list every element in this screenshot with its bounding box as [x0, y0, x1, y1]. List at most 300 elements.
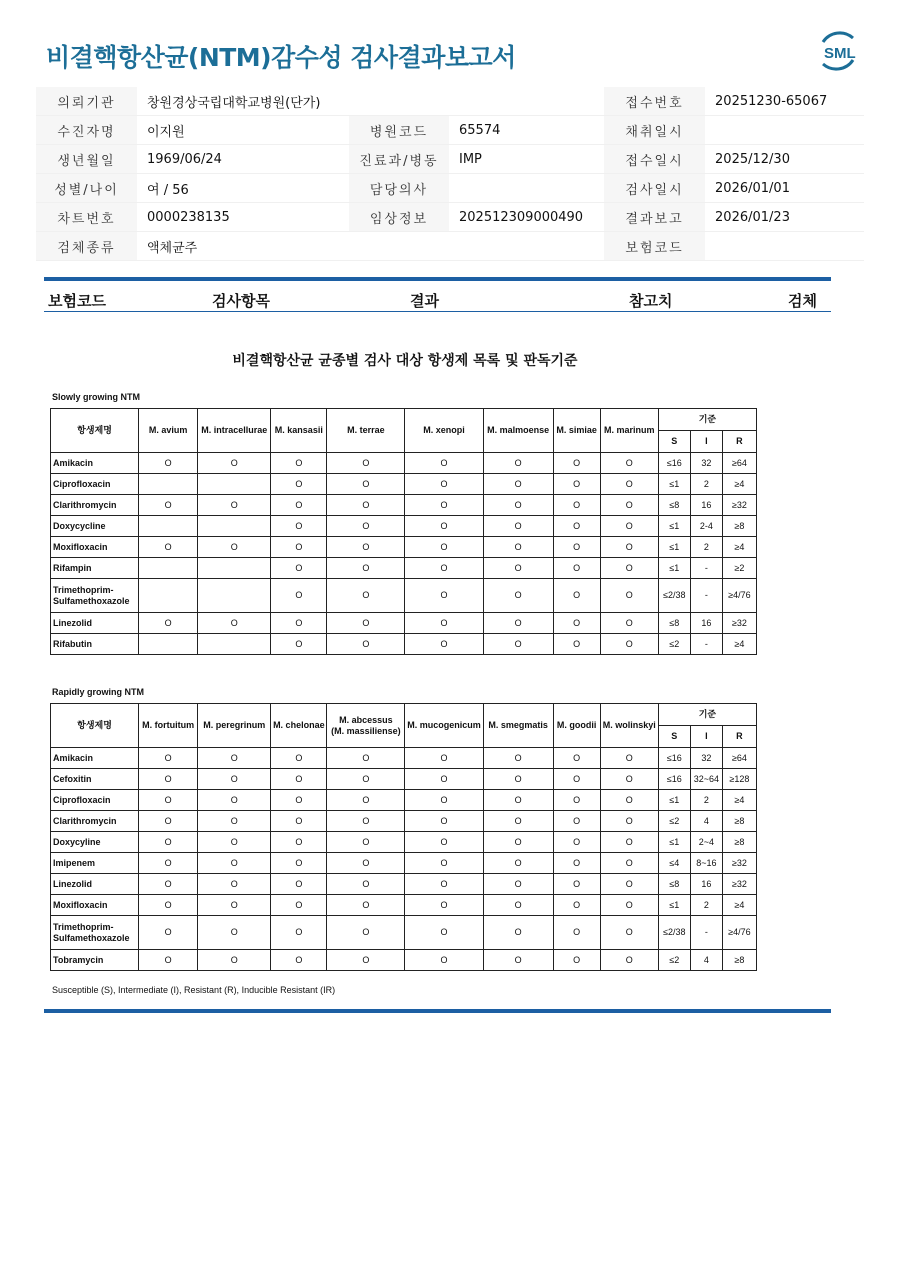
- table-row: [51, 874, 757, 895]
- mark-cell: O: [327, 832, 405, 853]
- mark-cell: O: [327, 634, 405, 655]
- mark-cell: O: [483, 790, 553, 811]
- mark-cell: O: [327, 790, 405, 811]
- mark-cell: O: [600, 537, 658, 558]
- mark-cell: O: [553, 495, 600, 516]
- mark-cell: O: [405, 453, 483, 474]
- info-value: 2026/01/23: [705, 203, 864, 232]
- mark-cell: O: [553, 853, 600, 874]
- species-header: M. fortuitum: [139, 704, 198, 748]
- criteria-r: ≥4: [722, 895, 756, 916]
- criteria-r: ≥4/76: [722, 916, 756, 950]
- mark-cell: O: [483, 769, 553, 790]
- criteria-r: ≥64: [722, 453, 756, 474]
- criteria-i: -: [690, 634, 722, 655]
- mark-cell: O: [553, 634, 600, 655]
- mark-cell: O: [483, 811, 553, 832]
- mark-cell: O: [327, 579, 405, 613]
- mark-cell: O: [483, 950, 553, 971]
- mark-cell: O: [327, 769, 405, 790]
- criteria-s: ≤8: [658, 495, 690, 516]
- criteria-s: ≤1: [658, 474, 690, 495]
- mark-cell: O: [271, 474, 327, 495]
- table-row: [51, 579, 757, 613]
- mark-cell: O: [483, 748, 553, 769]
- info-value: [705, 116, 864, 145]
- drug-name: Clarithromycin: [51, 495, 139, 516]
- criteria-i: -: [690, 916, 722, 950]
- info-label: 수진자명: [36, 116, 137, 145]
- table-row: [51, 613, 757, 634]
- mark-cell: O: [600, 579, 658, 613]
- mark-cell: O: [483, 537, 553, 558]
- criteria-i: 32: [690, 453, 722, 474]
- mark-cell: O: [600, 895, 658, 916]
- drug-name: Trimethoprim- Sulfamethoxazole: [51, 916, 139, 950]
- mark-cell: O: [198, 811, 271, 832]
- info-value: 202512309000490: [449, 203, 604, 232]
- criteria-r: ≥4: [722, 474, 756, 495]
- mark-cell: O: [271, 634, 327, 655]
- criteria-i: 2: [690, 474, 722, 495]
- info-row: [36, 116, 864, 145]
- mark-cell: O: [139, 537, 198, 558]
- table-header-row: [51, 704, 757, 726]
- mark-cell: O: [198, 613, 271, 634]
- mark-cell: O: [139, 769, 198, 790]
- info-label: 접수일시: [604, 145, 705, 174]
- table-row: [51, 790, 757, 811]
- mark-cell: O: [600, 790, 658, 811]
- bottom-divider-bar: [44, 1009, 831, 1013]
- sir-header: S: [658, 726, 690, 748]
- criteria-s: ≤8: [658, 874, 690, 895]
- sir-header: S: [658, 431, 690, 453]
- species-header: M. chelonae: [271, 704, 327, 748]
- mark-cell: O: [483, 832, 553, 853]
- mark-cell: O: [600, 874, 658, 895]
- mark-cell: O: [198, 769, 271, 790]
- criteria-s: ≤1: [658, 832, 690, 853]
- criteria-r: ≥64: [722, 748, 756, 769]
- table-row: [51, 453, 757, 474]
- mark-cell: O: [271, 853, 327, 874]
- mark-cell: O: [405, 495, 483, 516]
- mark-cell: O: [553, 474, 600, 495]
- mark-cell: O: [600, 613, 658, 634]
- table-row: [51, 916, 757, 950]
- drug-name: Linezolid: [51, 874, 139, 895]
- mark-cell: O: [271, 874, 327, 895]
- criteria-i: 4: [690, 811, 722, 832]
- slow-ntm-table: [50, 408, 757, 655]
- drug-name: Trimethoprim- Sulfamethoxazole: [51, 579, 139, 613]
- mark-cell: O: [271, 950, 327, 971]
- mark-cell: O: [327, 916, 405, 950]
- sir-header: R: [722, 431, 756, 453]
- criteria-i: 16: [690, 613, 722, 634]
- mark-cell: [198, 579, 271, 613]
- mark-cell: O: [271, 579, 327, 613]
- criteria-s: ≤4: [658, 853, 690, 874]
- info-row: [36, 203, 864, 232]
- mark-cell: O: [198, 895, 271, 916]
- mark-cell: O: [327, 895, 405, 916]
- info-value: 이지원: [137, 116, 349, 145]
- mark-cell: O: [553, 895, 600, 916]
- mark-cell: [198, 516, 271, 537]
- drug-name: Tobramycin: [51, 950, 139, 971]
- criteria-s: ≤1: [658, 790, 690, 811]
- species-header: M. simiae: [553, 409, 600, 453]
- info-value: 1969/06/24: [137, 145, 349, 174]
- table-row: [51, 558, 757, 579]
- criteria-r: ≥8: [722, 811, 756, 832]
- criteria-r: ≥8: [722, 950, 756, 971]
- mark-cell: O: [483, 613, 553, 634]
- mark-cell: O: [405, 895, 483, 916]
- table-row: [51, 474, 757, 495]
- mark-cell: O: [553, 874, 600, 895]
- mark-cell: O: [139, 748, 198, 769]
- mark-cell: O: [271, 916, 327, 950]
- mark-cell: O: [405, 537, 483, 558]
- result-column-header: 결과: [410, 292, 439, 310]
- mark-cell: O: [271, 613, 327, 634]
- mark-cell: O: [271, 769, 327, 790]
- info-label: 보험코드: [604, 232, 705, 261]
- info-row: [36, 174, 864, 203]
- header-underline: [44, 311, 831, 312]
- criteria-i: 2-4: [690, 516, 722, 537]
- mark-cell: O: [198, 537, 271, 558]
- info-label: 검사일시: [604, 174, 705, 203]
- mark-cell: O: [271, 895, 327, 916]
- criteria-i: 2: [690, 790, 722, 811]
- info-label: 검체종류: [36, 232, 137, 261]
- criteria-r: ≥4/76: [722, 579, 756, 613]
- mark-cell: O: [327, 558, 405, 579]
- mark-cell: O: [600, 950, 658, 971]
- mark-cell: O: [405, 558, 483, 579]
- mark-cell: O: [139, 874, 198, 895]
- mark-cell: O: [405, 516, 483, 537]
- criteria-s: ≤2: [658, 811, 690, 832]
- species-header: M. marinum: [600, 409, 658, 453]
- criteria-r: ≥4: [722, 537, 756, 558]
- rapid-section-title: Rapidly growing NTM: [52, 687, 144, 697]
- mark-cell: O: [327, 950, 405, 971]
- mark-cell: O: [405, 950, 483, 971]
- mark-cell: O: [553, 579, 600, 613]
- criteria-s: ≤2: [658, 950, 690, 971]
- drug-name: Imipenem: [51, 853, 139, 874]
- species-header: M. avium: [139, 409, 198, 453]
- mark-cell: O: [139, 811, 198, 832]
- mark-cell: O: [271, 790, 327, 811]
- mark-cell: O: [553, 916, 600, 950]
- criteria-s: ≤16: [658, 748, 690, 769]
- mark-cell: O: [327, 516, 405, 537]
- mark-cell: O: [553, 613, 600, 634]
- mark-cell: O: [600, 832, 658, 853]
- mark-cell: O: [271, 558, 327, 579]
- mark-cell: O: [600, 495, 658, 516]
- mark-cell: O: [553, 558, 600, 579]
- mark-cell: O: [327, 453, 405, 474]
- mark-cell: O: [327, 748, 405, 769]
- sir-header: I: [690, 431, 722, 453]
- mark-cell: O: [327, 853, 405, 874]
- mark-cell: O: [139, 832, 198, 853]
- drug-header: 항생제명: [51, 409, 139, 453]
- drug-name: Cefoxitin: [51, 769, 139, 790]
- drug-name: Moxifloxacin: [51, 537, 139, 558]
- mark-cell: O: [405, 613, 483, 634]
- sml-logo-text: SML: [824, 45, 856, 62]
- info-value: 창원경상국립대학교병원(단가): [137, 87, 604, 116]
- mark-cell: [139, 579, 198, 613]
- report-title: 비결핵항산균(NTM)감수성 검사결과보고서: [46, 43, 516, 72]
- mark-cell: O: [483, 874, 553, 895]
- mark-cell: O: [139, 950, 198, 971]
- mark-cell: [198, 634, 271, 655]
- drug-name: Doxycyline: [51, 832, 139, 853]
- mark-cell: O: [198, 790, 271, 811]
- mark-cell: O: [271, 832, 327, 853]
- species-header: M. kansasii: [271, 409, 327, 453]
- criteria-s: ≤16: [658, 453, 690, 474]
- mark-cell: O: [483, 453, 553, 474]
- drug-name: Rifampin: [51, 558, 139, 579]
- info-value: [449, 174, 604, 203]
- result-column-header: 참고치: [629, 292, 673, 310]
- info-value: 2026/01/01: [705, 174, 864, 203]
- species-header: M. smegmatis: [483, 704, 553, 748]
- criteria-r: ≥32: [722, 495, 756, 516]
- mark-cell: O: [198, 853, 271, 874]
- sir-header: R: [722, 726, 756, 748]
- species-header: M. peregrinum: [198, 704, 271, 748]
- mark-cell: O: [600, 916, 658, 950]
- species-header: M. malmoense: [483, 409, 553, 453]
- mark-cell: O: [327, 495, 405, 516]
- info-value: IMP: [449, 145, 604, 174]
- criteria-r: ≥32: [722, 853, 756, 874]
- drug-name: Linezolid: [51, 613, 139, 634]
- mark-cell: O: [600, 453, 658, 474]
- result-column-header: 검체: [788, 292, 817, 310]
- info-value: [705, 232, 864, 261]
- mark-cell: O: [483, 495, 553, 516]
- mark-cell: O: [405, 748, 483, 769]
- mark-cell: O: [139, 495, 198, 516]
- mark-cell: O: [198, 950, 271, 971]
- mark-cell: O: [405, 474, 483, 495]
- criteria-i: 32~64: [690, 769, 722, 790]
- table-row: [51, 895, 757, 916]
- mark-cell: O: [600, 634, 658, 655]
- criteria-s: ≤2: [658, 634, 690, 655]
- info-label: 생년월일: [36, 145, 137, 174]
- table-row: [51, 748, 757, 769]
- mark-cell: O: [405, 790, 483, 811]
- criteria-r: ≥32: [722, 874, 756, 895]
- info-label: 병원코드: [349, 116, 449, 145]
- mark-cell: O: [483, 558, 553, 579]
- mark-cell: O: [139, 790, 198, 811]
- criteria-i: 16: [690, 495, 722, 516]
- info-value: 65574: [449, 116, 604, 145]
- mark-cell: O: [553, 950, 600, 971]
- table-row: [51, 516, 757, 537]
- mark-cell: O: [600, 474, 658, 495]
- criteria-r: ≥8: [722, 832, 756, 853]
- criteria-i: 8~16: [690, 853, 722, 874]
- mark-cell: O: [553, 516, 600, 537]
- drug-header: 항생제명: [51, 704, 139, 748]
- mark-cell: O: [483, 634, 553, 655]
- mark-cell: O: [553, 811, 600, 832]
- info-row: [36, 87, 864, 116]
- mark-cell: O: [553, 769, 600, 790]
- table-header-row: [51, 409, 757, 431]
- mark-cell: O: [553, 790, 600, 811]
- criteria-s: ≤1: [658, 537, 690, 558]
- criteria-r: ≥128: [722, 769, 756, 790]
- mark-cell: O: [405, 832, 483, 853]
- mark-cell: O: [553, 748, 600, 769]
- criteria-s: ≤1: [658, 558, 690, 579]
- mark-cell: [198, 474, 271, 495]
- drug-name: Amikacin: [51, 453, 139, 474]
- drug-name: Ciprofloxacin: [51, 790, 139, 811]
- mark-cell: O: [483, 474, 553, 495]
- mark-cell: O: [198, 748, 271, 769]
- table-row: [51, 811, 757, 832]
- drug-name: Ciprofloxacin: [51, 474, 139, 495]
- info-label: 채취일시: [604, 116, 705, 145]
- info-row: [36, 232, 864, 261]
- criteria-i: 2: [690, 895, 722, 916]
- drug-name: Amikacin: [51, 748, 139, 769]
- criteria-i: 2: [690, 537, 722, 558]
- species-header: M. mucogenicum: [405, 704, 483, 748]
- mark-cell: O: [405, 579, 483, 613]
- mark-cell: [139, 558, 198, 579]
- mark-cell: O: [405, 634, 483, 655]
- info-label: 차트번호: [36, 203, 137, 232]
- info-value: 2025/12/30: [705, 145, 864, 174]
- drug-name: Doxycycline: [51, 516, 139, 537]
- mark-cell: O: [483, 895, 553, 916]
- info-label: 성별/나이: [36, 174, 137, 203]
- mark-cell: O: [327, 613, 405, 634]
- mark-cell: [139, 516, 198, 537]
- criteria-i: 2~4: [690, 832, 722, 853]
- mark-cell: O: [327, 537, 405, 558]
- criteria-header: 기준: [658, 704, 756, 726]
- info-value: 액체균주: [137, 232, 604, 261]
- mark-cell: O: [600, 811, 658, 832]
- mark-cell: O: [405, 811, 483, 832]
- species-header: M. xenopi: [405, 409, 483, 453]
- mark-cell: O: [271, 537, 327, 558]
- mark-cell: O: [271, 495, 327, 516]
- criteria-r: ≥8: [722, 516, 756, 537]
- mark-cell: O: [483, 516, 553, 537]
- table-row: [51, 634, 757, 655]
- info-label: 진료과/병동: [349, 145, 449, 174]
- mark-cell: O: [198, 495, 271, 516]
- mark-cell: O: [271, 453, 327, 474]
- result-column-header: 검사항목: [212, 292, 270, 310]
- mark-cell: O: [198, 874, 271, 895]
- info-label: 의뢰기관: [36, 87, 137, 116]
- species-header: M. abcessus (M. massiliense): [327, 704, 405, 748]
- criteria-r: ≥32: [722, 613, 756, 634]
- info-label: 임상정보: [349, 203, 449, 232]
- mark-cell: O: [139, 613, 198, 634]
- info-value: 0000238135: [137, 203, 349, 232]
- rapid-ntm-table: [50, 703, 757, 971]
- criteria-r: ≥4: [722, 790, 756, 811]
- info-row: [36, 145, 864, 174]
- mark-cell: O: [600, 516, 658, 537]
- sir-header: I: [690, 726, 722, 748]
- slow-section-title: Slowly growing NTM: [52, 392, 140, 402]
- info-value: 20251230-65067: [705, 87, 864, 116]
- info-label: 결과보고: [604, 203, 705, 232]
- criteria-r: ≥2: [722, 558, 756, 579]
- mark-cell: O: [405, 916, 483, 950]
- mark-cell: O: [405, 853, 483, 874]
- mark-cell: O: [271, 516, 327, 537]
- criteria-header: 기준: [658, 409, 756, 431]
- criteria-s: ≤2/38: [658, 579, 690, 613]
- mark-cell: O: [600, 748, 658, 769]
- mark-cell: O: [139, 895, 198, 916]
- mark-cell: O: [271, 811, 327, 832]
- mark-cell: O: [553, 537, 600, 558]
- mark-cell: [198, 558, 271, 579]
- table-row: [51, 537, 757, 558]
- info-value: 여 / 56: [137, 174, 349, 203]
- mark-cell: O: [139, 453, 198, 474]
- drug-name: Moxifloxacin: [51, 895, 139, 916]
- criteria-s: ≤8: [658, 613, 690, 634]
- info-label: 담당의사: [349, 174, 449, 203]
- mark-cell: O: [483, 579, 553, 613]
- mark-cell: O: [600, 853, 658, 874]
- mark-cell: O: [198, 453, 271, 474]
- mark-cell: O: [327, 811, 405, 832]
- mark-cell: O: [600, 769, 658, 790]
- mark-cell: O: [600, 558, 658, 579]
- criteria-i: 16: [690, 874, 722, 895]
- mark-cell: O: [271, 748, 327, 769]
- patient-info-table: [36, 87, 864, 261]
- info-label: 접수번호: [604, 87, 705, 116]
- mark-cell: O: [327, 874, 405, 895]
- mark-cell: O: [139, 916, 198, 950]
- mark-cell: O: [327, 474, 405, 495]
- result-column-header: 보험코드: [48, 292, 106, 310]
- mark-cell: O: [553, 832, 600, 853]
- mark-cell: O: [139, 853, 198, 874]
- footnote: Susceptible (S), Intermediate (I), Resistant (R), Inducible Resistant (IR): [52, 985, 336, 995]
- criteria-i: 4: [690, 950, 722, 971]
